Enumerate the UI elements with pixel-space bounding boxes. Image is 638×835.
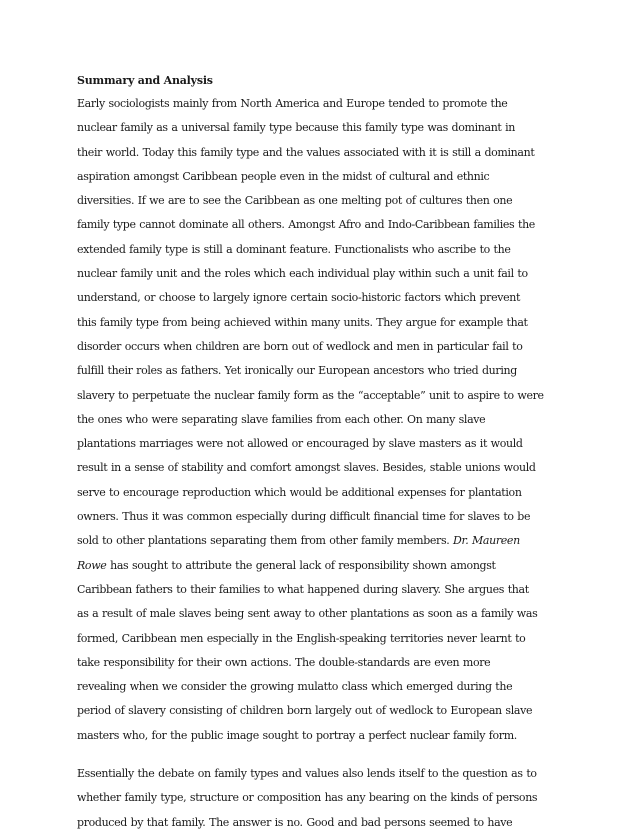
text-line: their world. Today this family type and the values associated with it is still a dominant — [77, 145, 535, 159]
text-line: diversities. If we are to see the Caribbean as one melting pot of cultures then one — [77, 194, 513, 208]
text-line: Early sociologists mainly from North America and Europe tended to promote the — [77, 97, 508, 110]
text-line: produced by that family. The answer is no. Good and bad persons seemed to have — [77, 815, 513, 829]
text-line: slavery to perpetuate the nuclear family form as the “acceptable” unit to aspire to were — [77, 388, 544, 402]
text-line: this family type from being achieved within many units. They argue for example that — [77, 315, 528, 329]
text-line: masters who, for the public image sought to portray a perfect nuclear family form. — [77, 728, 517, 742]
paragraph-2 — [77, 762, 567, 835]
text-line: aspiration amongst Caribbean people even in the midst of cultural and ethnic — [77, 169, 490, 183]
text-line: understand, or choose to largely ignore certain socio-historic factors which prevent — [77, 291, 521, 305]
text-line: owners. Thus it was common especially during difficult financial time for slaves to be — [77, 510, 531, 524]
text-line: Essentially the debate on family types and values also lends itself to the question as to — [77, 767, 537, 781]
text-line — [77, 529, 567, 553]
author-name-italic: Dr. Maureen — [453, 534, 520, 548]
text-line: nuclear family unit and the roles which each individual play within such a unit fail to — [77, 267, 528, 281]
text-line: Caribbean fathers to their families to what happened during slavery. She argues that — [77, 582, 529, 596]
text-segment: has sought to attribute the general lack of responsibility shown amongst — [106, 558, 496, 572]
text-line: extended family type is still a dominant feature. Functionalists who ascribe to the — [77, 242, 511, 256]
author-name-italic: Rowe — [77, 558, 107, 572]
text-line: plantations marriages were not allowed or encouraged by slave masters as it would — [77, 437, 523, 451]
text-line: disorder occurs when children are born out of wedlock and men in particular fail to — [77, 339, 523, 353]
text-line: revealing when we consider the growing mulatto class which emerged during the — [77, 680, 513, 694]
text-line: formed, Caribbean men especially in the English-speaking territories never learnt to — [77, 631, 526, 645]
text-segment: sold to other plantations separating them from other family members. — [77, 534, 454, 548]
text-line — [77, 554, 567, 578]
text-line: serve to encourage reproduction which would be additional expenses for plantation — [77, 485, 522, 499]
document-body — [77, 72, 567, 835]
text-line: family type cannot dominate all others. Amongst Afro and Indo-Caribbean families the — [77, 218, 535, 232]
text-line: take responsibility for their own actions. The double-standards are even more — [77, 655, 491, 669]
section-heading: Summary and Analysis — [77, 74, 213, 87]
paragraph-1 — [77, 92, 567, 748]
text-line: result in a sense of stability and comfort amongst slaves. Besides, stable unions would — [77, 461, 536, 475]
text-line: fulfill their roles as fathers. Yet ironically our European ancestors who tried during — [77, 364, 517, 378]
text-line: nuclear family as a universal family type because this family type was dominant in — [77, 121, 516, 135]
text-line: period of slavery consisting of children born largely out of wedlock to European slave — [77, 704, 533, 718]
text-line: whether family type, structure or composition has any bearing on the kinds of persons — [77, 791, 538, 805]
text-line: as a result of male slaves being sent away to other plantations as soon as a family was — [77, 607, 538, 621]
text-line: the ones who were separating slave families from each other. On many slave — [77, 412, 486, 426]
